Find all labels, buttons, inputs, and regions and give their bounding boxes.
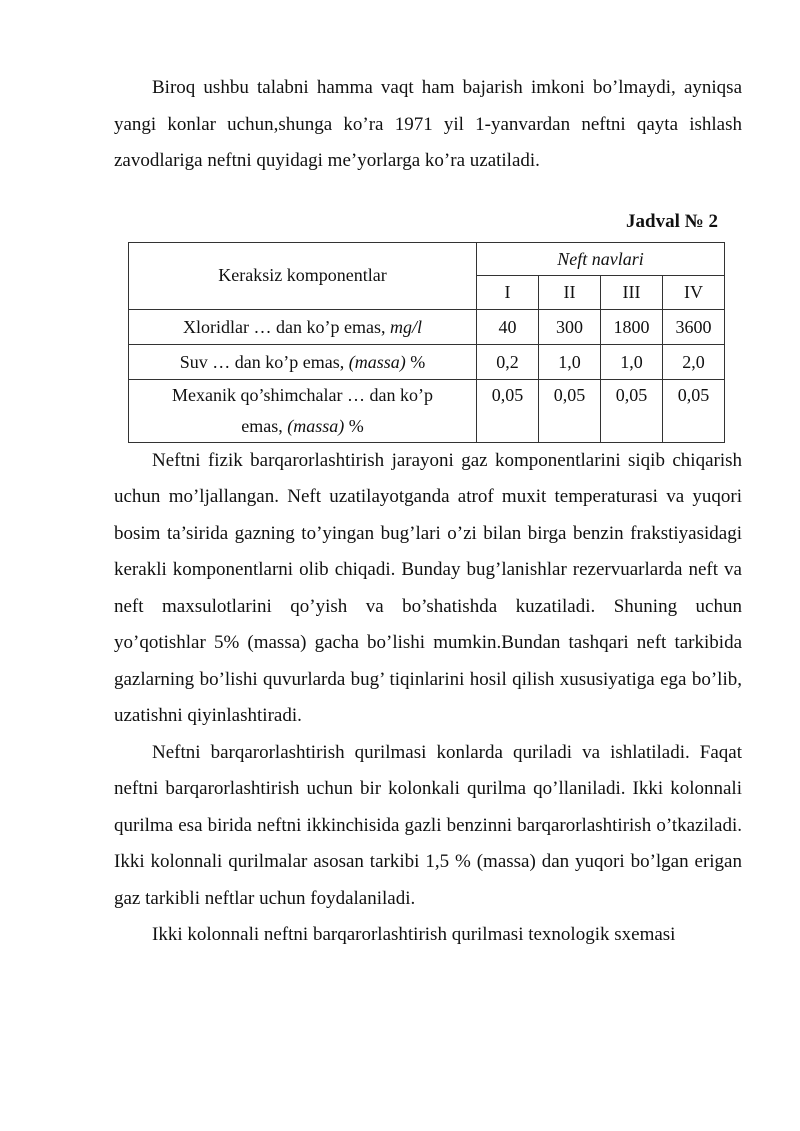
cell-value: 0,05 [663,379,725,442]
cell-value: 0,05 [477,379,539,442]
row-label: Mexanik qo’shimchalar … dan ko’p emas, (massa) % [129,379,477,442]
oil-grades-table [128,242,725,443]
grade-header: I [477,276,539,310]
header-oil-grades: Neft navlari [477,242,725,276]
row-label: Suv … dan ko’p emas, (massa) % [129,344,477,379]
cell-value: 0,05 [539,379,601,442]
paragraph-intro: Biroq ushbu talabni hamma vaqt ham bajarish imkoni bo’lmaydi, ayniqsa yangi konlar uchun,shunga ko’ra 1971 yil 1-yanvardan neftni qayta ishlash zavodlariga neftni quyidagi me’yorlarga ko’ra uzatiladi. [114,77,742,171]
table-title: Jadval № 2 [626,210,718,232]
cell-value: 300 [539,309,601,344]
table-row [129,309,725,344]
cell-value: 1,0 [539,344,601,379]
cell-value: 0,2 [477,344,539,379]
row-label: Xloridlar … dan ko’p emas, mg/l [129,309,477,344]
table-row [129,344,725,379]
paragraph-installation: Neftni barqarorlashtirish qurilmasi konlarda quriladi va ishlatiladi. Faqat neftni barqarorlashtirish uchun bir kolonkali qurilma qo’llaniladi. Ikki kolonnali qurilma esa birida neftni ikkinchisida gazli benzinni barqarorlashtirish o’tkaziladi. Ikki kolonnali qurilmalar asosan tarkibi 1,5 % (massa) dan yuqori bo’lgan erigan gaz tarkibli neftlar uchun foydalaniladi. [114,741,742,909]
grade-header: IV [663,276,725,310]
cell-value: 0,05 [601,379,663,442]
paragraph-scheme: Ikki kolonnali neftni barqarorlashtirish qurilmasi texnologik sxemasi [152,924,676,945]
header-components: Keraksiz komponentlar [129,242,477,309]
paragraph-stabilization: Neftni fizik barqarorlashtirish jarayoni gaz komponentlarini siqib chiqarish uchun mo’ljallangan. Neft uzatilayotganda atrof muxit temperaturasi va yuqori bosim ta’sirida gazning to’yingan bug’lari o’zi bilan birga benzin frakstiyasidagi kerakli komponentlarni olib chiqadi. Bunday bug’lanishlar rezervuarlarda neft va neft maxsulotlarini qo’yish va bo’shatishda kuzatiladi. Shuning uchun yo’qotishlar 5% (massa) gacha bo’lishi mumkin.Bundan tashqari neft tarkibida gazlarning bo’lishi quvurlarda bug’ tiqinlarini hosil qilish xususiyatiga ega bo’lib, uzatishni qiyinlashtiradi. [114,449,742,726]
cell-value: 40 [477,309,539,344]
cell-value: 3600 [663,309,725,344]
cell-value: 1800 [601,309,663,344]
cell-value: 1,0 [601,344,663,379]
table-header-row [129,242,725,276]
grade-header: II [539,276,601,310]
document-page [114,70,742,954]
cell-value: 2,0 [663,344,725,379]
table-row [129,379,725,442]
grade-header: III [601,276,663,310]
